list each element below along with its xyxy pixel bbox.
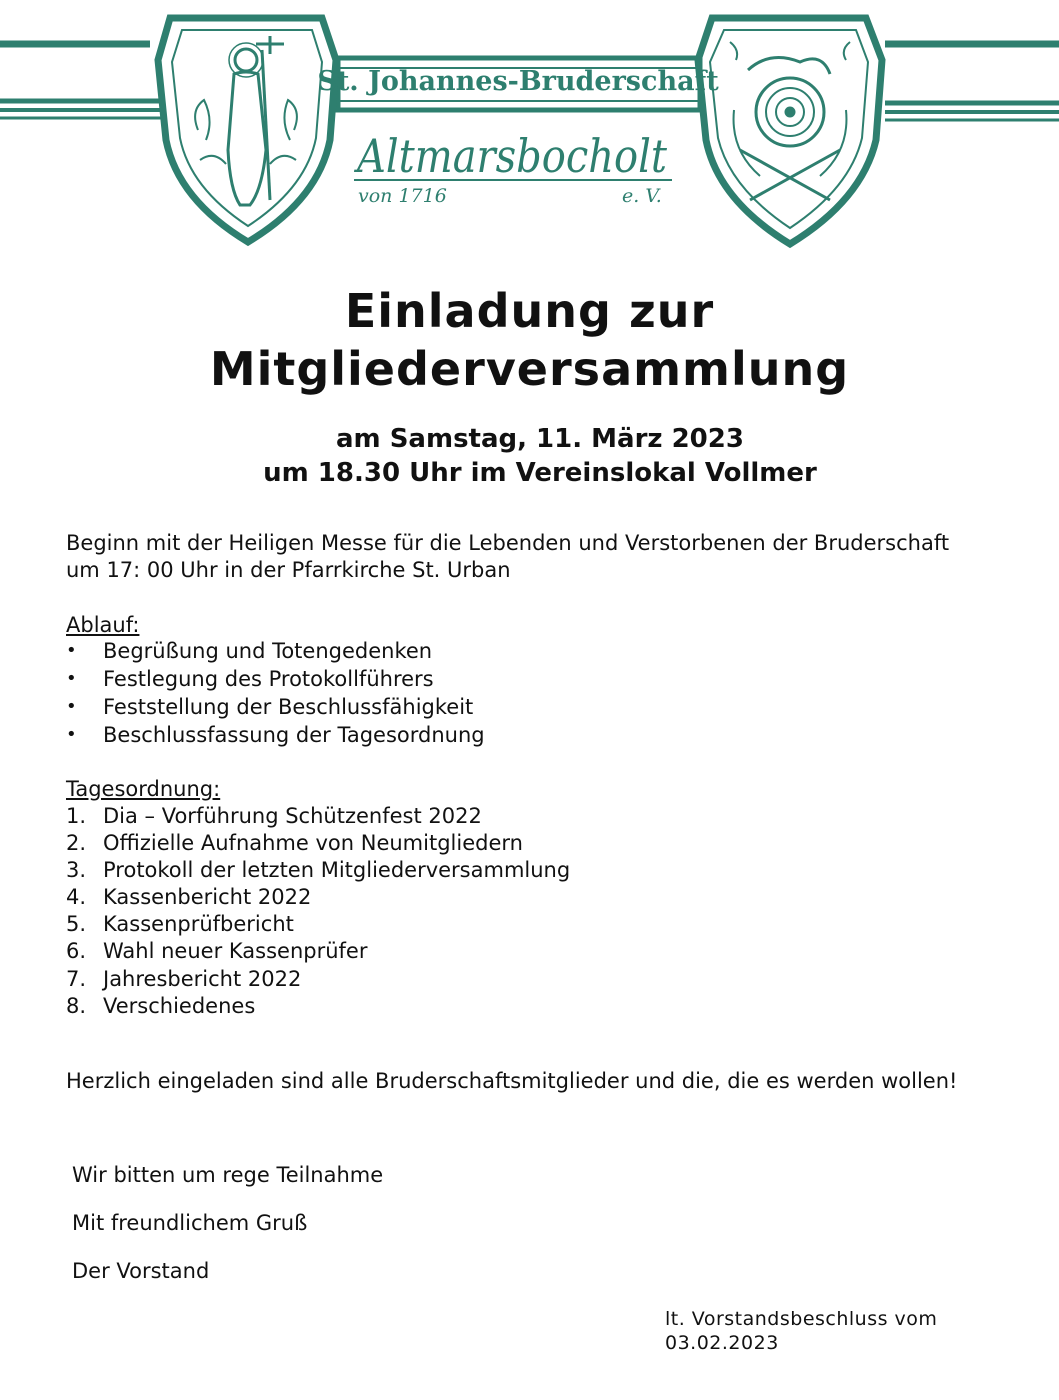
bullet-icon: • [66,640,77,661]
time-location-line: um 18.30 Uhr im Vereinslokal Vollmer [263,458,817,488]
list-item: 6. Wahl neuer Kassenprüfer [66,939,368,964]
date-line: am Samstag, 11. März 2023 [336,424,744,454]
title-line-1: Einladung zur [344,284,715,338]
list-item: • Beschlussfassung der Tagesordnung [66,723,485,747]
place-name: Altmarsbocholt [353,129,668,183]
invitation-text: Herzlich eingeladen sind alle Bruderschaftsmitglieder und die, die es werden wollen! [66,1069,958,1093]
closing-line-2: Mit freundlichem Gruß [72,1211,308,1235]
list-item: • Festlegung des Protokollführers [66,667,434,691]
resolution-note-line-1: lt. Vorstandsbeschluss vom [665,1308,938,1330]
resolution-note-date: 03.02.2023 [665,1332,779,1354]
list-item: 1. Dia – Vorführung Schützenfest 2022 [66,804,482,828]
list-item: 4. Kassenbericht 2022 [66,885,312,910]
legal-form: e. V. [622,185,662,207]
list-item: 8. Verschiedenes [66,993,256,1018]
list-item: • Feststellung der Beschlussfähigkeit [66,695,474,719]
list-item: 3. Protokoll der letzten Mitgliederversammlung [66,858,571,883]
intro-line-1: Beginn mit der Heiligen Messe für die Lebenden und Verstorbenen der Bruderschaft [66,531,950,555]
closing-line-1: Wir bitten um rege Teilnahme [72,1163,384,1187]
ablauf-heading: Ablauf: [66,613,140,637]
list-item: • Begrüßung und Totengedenken [66,639,433,663]
list-item: 5. Kassenprüfbericht [66,912,294,937]
agenda-list [66,803,570,1020]
ablauf-list [66,637,485,749]
org-name: St. Johannes-Bruderschaft [317,66,719,97]
list-item: 2. Offizielle Aufnahme von Neumitgliedern [66,831,523,856]
intro-line-2: um 17: 00 Uhr in der Pfarrkirche St. Urban [66,558,511,582]
letterhead-logo [0,0,1059,250]
bullet-icon: • [66,724,77,745]
saint-shield-icon [158,18,336,242]
target-shield-icon [698,18,882,244]
agenda-heading: Tagesordnung: [66,777,221,801]
list-item: 7. Jahresbericht 2022 [66,966,302,991]
signature: Der Vorstand [72,1259,210,1283]
founded-year: von 1716 [358,185,447,207]
bullet-icon: • [66,696,77,717]
bullet-icon: • [66,668,77,689]
title-line-2: Mitgliederversammlung [209,342,850,396]
